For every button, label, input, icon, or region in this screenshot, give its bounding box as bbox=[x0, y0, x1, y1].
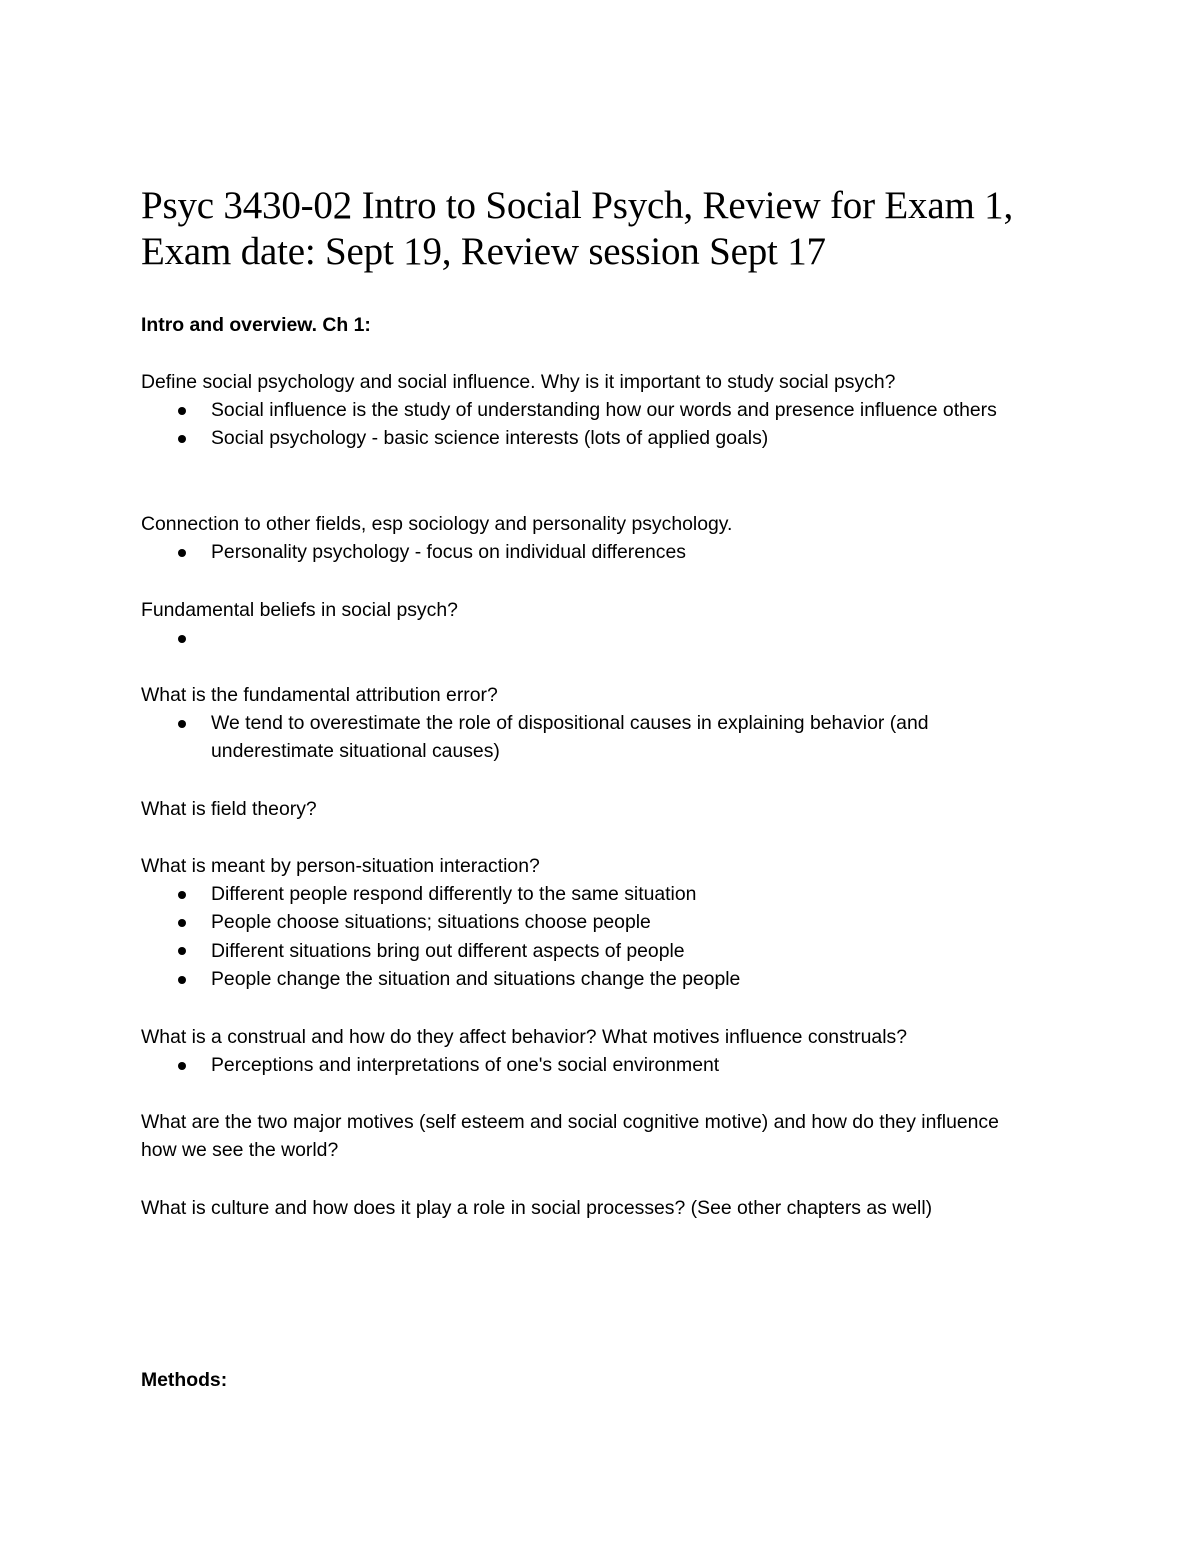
section-heading-methods: Methods: bbox=[141, 1369, 228, 1391]
bullet-list-construal bbox=[141, 1051, 1041, 1079]
question-fundamental-beliefs: Fundamental beliefs in social psych? bbox=[141, 599, 458, 621]
question-attribution-error: What is the fundamental attribution error? bbox=[141, 684, 498, 706]
list-item: People choose situations; situations choose people bbox=[141, 908, 1041, 936]
bullet-list-person-situation bbox=[141, 880, 1041, 994]
bullet-icon bbox=[178, 407, 186, 415]
bullet-icon bbox=[178, 635, 186, 643]
question-connection-other-fields: Connection to other fields, esp sociology and personality psychology. bbox=[141, 513, 733, 535]
question-field-theory: What is field theory? bbox=[141, 798, 317, 820]
title-line-1: Psyc 3430-02 Intro to Social Psych, Review for Exam 1, bbox=[141, 184, 1013, 227]
bullet-list-connection bbox=[141, 538, 1041, 566]
question-two-major-motives: What are the two major motives (self esteem and social cognitive motive) and how do they influence how we see the world? bbox=[141, 1111, 999, 1162]
list-item: Perceptions and interpretations of one's social environment bbox=[141, 1051, 1041, 1079]
document-title bbox=[141, 183, 1101, 275]
bullet-icon bbox=[178, 919, 186, 927]
list-item bbox=[141, 624, 1041, 652]
list-item: Different situations bring out different aspects of people bbox=[141, 937, 1041, 965]
question-construal: What is a construal and how do they affect behavior? What motives influence construals? bbox=[141, 1026, 907, 1048]
list-item: Social influence is the study of understanding how our words and presence influence others bbox=[141, 396, 1041, 424]
bullet-icon bbox=[178, 435, 186, 443]
list-item: People change the situation and situations change the people bbox=[141, 965, 1041, 993]
bullet-list-beliefs bbox=[141, 624, 1041, 652]
bullet-icon bbox=[178, 1062, 186, 1070]
list-item: We tend to overestimate the role of dispositional causes in explaining behavior (and underestimate situational causes) bbox=[141, 709, 1041, 766]
bullet-icon bbox=[178, 549, 186, 557]
section-heading-intro: Intro and overview. Ch 1: bbox=[141, 314, 371, 336]
list-item: Personality psychology - focus on individual differences bbox=[141, 538, 1041, 566]
question-define-social-psych: Define social psychology and social influence. Why is it important to study social psych? bbox=[141, 371, 896, 393]
bullet-icon bbox=[178, 976, 186, 984]
bullet-icon bbox=[178, 891, 186, 899]
list-item: Different people respond differently to the same situation bbox=[141, 880, 1041, 908]
bullet-list-attribution bbox=[141, 709, 1041, 766]
question-culture: What is culture and how does it play a role in social processes? (See other chapters as well) bbox=[141, 1197, 933, 1219]
list-item: Social psychology - basic science interests (lots of applied goals) bbox=[141, 424, 1041, 452]
bullet-icon bbox=[178, 720, 186, 728]
bullet-list-define bbox=[141, 396, 1041, 453]
question-person-situation: What is meant by person-situation interaction? bbox=[141, 855, 540, 877]
bullet-icon bbox=[178, 947, 186, 955]
title-line-2: Exam date: Sept 19, Review session Sept 17 bbox=[141, 230, 826, 273]
